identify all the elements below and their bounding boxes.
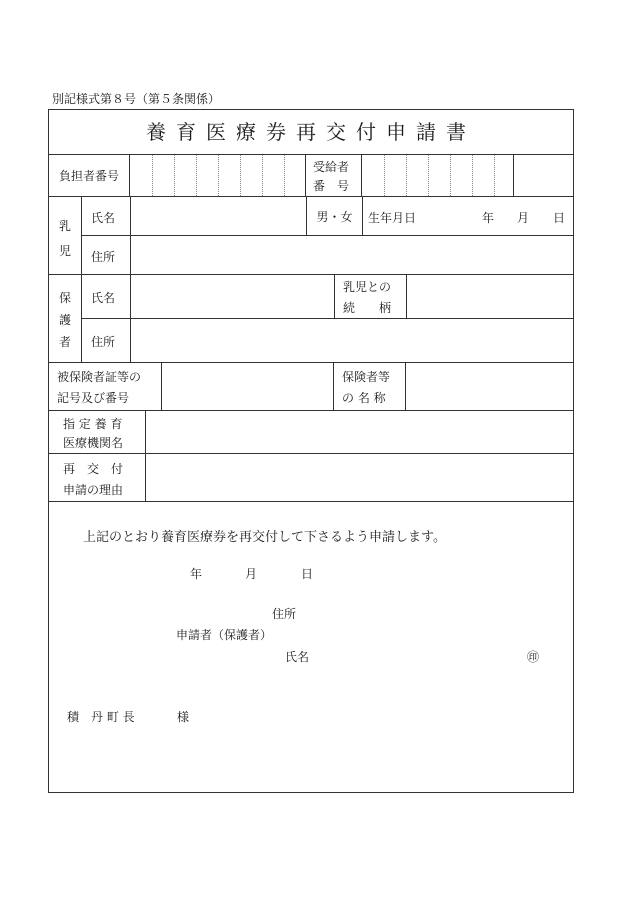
insurance-row: [49, 363, 573, 411]
form-note: 別記様式第８号（第５条関係）: [52, 92, 221, 106]
applicant-name-label: 氏名: [285, 650, 310, 664]
payer-number-row: [49, 155, 573, 197]
infant-address-label: 住所: [91, 250, 116, 264]
reason-label: 再 交 付 申請の理由: [63, 462, 124, 497]
payer-number-label: 負担者番号: [58, 169, 119, 183]
infant-name-field[interactable]: [130, 197, 306, 235]
relation-field[interactable]: [406, 275, 573, 318]
guardian-block: [49, 275, 573, 363]
relation-label: 乳児との 続 柄: [334, 275, 406, 318]
honorific: 様: [177, 710, 190, 724]
date-day: 日: [301, 567, 314, 581]
insurance-number-field[interactable]: [161, 363, 333, 410]
application-form: [48, 109, 574, 793]
reason-field[interactable]: [145, 454, 573, 501]
infant-address-field[interactable]: [130, 236, 573, 274]
guardian-name-label: 氏名: [91, 291, 116, 305]
recipient-number-field[interactable]: [361, 155, 513, 196]
recipient-number-label: 受給者 番 号: [305, 155, 361, 196]
date-year: 年: [190, 567, 203, 581]
date-month: 月: [245, 567, 258, 581]
guardian-address-label: 住所: [91, 335, 116, 349]
reason-row: [49, 454, 573, 502]
applicant-address-label: 住所: [272, 607, 297, 621]
infant-sex-option[interactable]: 男・女: [306, 197, 362, 235]
guardian-name-field[interactable]: [130, 275, 334, 318]
declaration-statement: 上記のとおり養育医療券を再交付して下さるよう申請します。: [83, 530, 446, 545]
insurer-name-field[interactable]: [405, 363, 573, 410]
addressee: 積 丹 町 長: [67, 710, 135, 724]
institution-label: 指 定 養 育 医療機関名: [63, 417, 124, 450]
payer-number-field[interactable]: [129, 155, 305, 196]
title-row: [49, 110, 573, 155]
institution-field[interactable]: [145, 411, 573, 453]
infant-side-label: 乳 児: [59, 219, 72, 258]
institution-row: [49, 411, 573, 454]
form-title: 養育医療券再交付申請書: [146, 120, 476, 144]
insurance-number-label: 被保険者証等の 記号及び番号: [57, 370, 142, 405]
applicant-label: 申請者（保護者）: [176, 628, 273, 642]
insurer-name-label: 保険者等 の 名 称: [333, 363, 405, 410]
declaration-section: [49, 502, 573, 792]
infant-name-label: 氏名: [91, 211, 116, 225]
guardian-address-field[interactable]: [130, 319, 573, 362]
seal-mark: ㊞: [527, 650, 540, 664]
guardian-side-label: 保 護 者: [59, 291, 72, 349]
infant-block: [49, 197, 573, 275]
recipient-number-tail: [513, 155, 573, 196]
infant-birthdate-field[interactable]: 生年月日 年 月 日: [362, 197, 573, 235]
